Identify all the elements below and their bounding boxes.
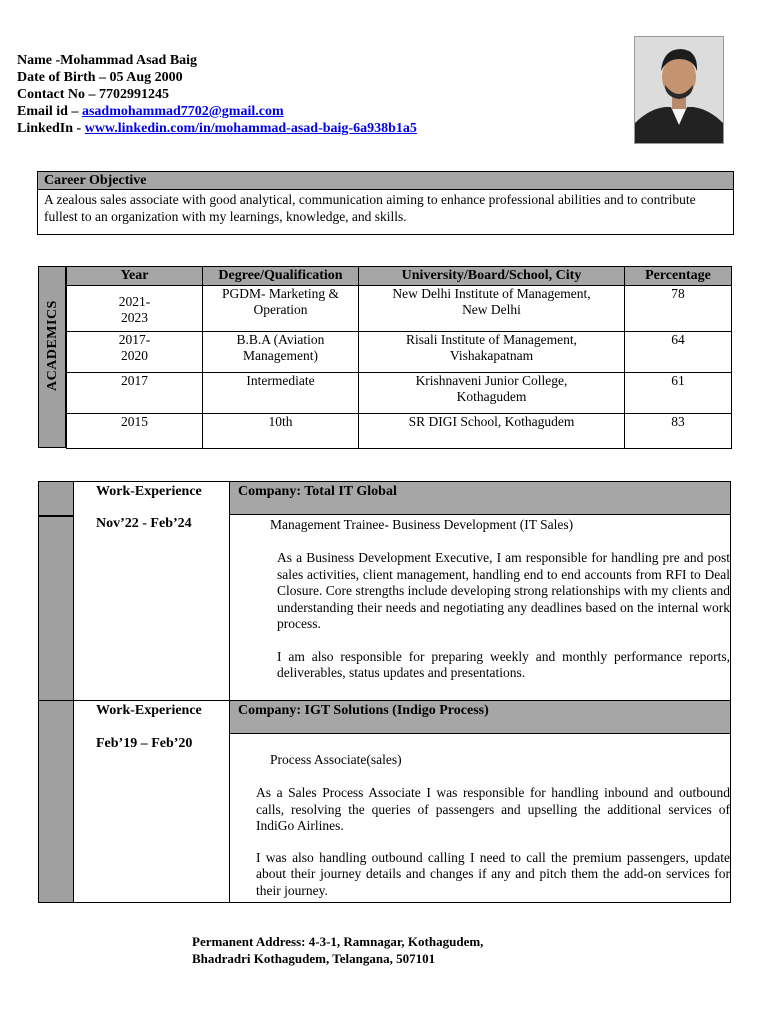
work-experience-label: Work-Experience: [96, 484, 202, 499]
job-paragraph: I am also responsible for preparing weekly and monthly performance reports, deliverables, status updates and presentations.: [277, 648, 730, 680]
cell-university: New Delhi Institute of Management, New Delhi: [359, 286, 625, 332]
cell-year: 2017- 2020: [67, 332, 203, 373]
cell-degree: 10th: [203, 414, 359, 449]
dob-line: Date of Birth – 05 Aug 2000: [17, 70, 183, 85]
company-name: Company: Total IT Global: [230, 482, 730, 515]
academics-label: ACADEMICS: [45, 300, 60, 391]
name-line: Name -Mohammad Asad Baig: [17, 53, 198, 68]
work-period: Feb’19 – Feb’20: [96, 736, 193, 751]
career-objective-text: A zealous sales associate with good analytical, communication aiming to enhance professional abilities and to contribute fullest to an organization with my learnings, knowledge, and skills.: [44, 192, 696, 224]
linkedin-line: [17, 121, 417, 138]
cell-year: 2017: [67, 373, 203, 414]
work-right-column: [230, 482, 730, 700]
col-header-university: University/Board/School, City: [359, 267, 625, 286]
cell-degree: B.B.A (Aviation Management): [203, 332, 359, 373]
cell-degree: PGDM- Marketing & Operation: [203, 286, 359, 332]
job-paragraph: I was also handling outbound calling I need to call the premium passengers, update about their journey details and changes if any and pitch them the add-on services for their journey.: [256, 849, 730, 898]
strip-divider: [39, 515, 73, 517]
cell-percentage: 78: [625, 286, 732, 332]
work-experience-section-2: [38, 700, 731, 903]
career-objective-heading: Career Objective: [38, 172, 733, 190]
bullet-icon: [243, 753, 252, 770]
work-period: Nov’22 - Feb’24: [96, 516, 192, 531]
email-line: [17, 104, 284, 121]
academics-table: [66, 266, 732, 449]
cell-percentage: 64: [625, 332, 732, 373]
career-objective-section: [37, 171, 734, 235]
linkedin-link[interactable]: www.linkedin.com/in/mohammad-asad-baig-6a938b1a5: [84, 121, 417, 136]
contact-line: Contact No – 7702991245: [17, 87, 170, 102]
cell-university: SR DIGI School, Kothagudem: [359, 414, 625, 449]
job-role: Management Trainee- Business Development (IT Sales): [270, 517, 574, 532]
address-line-1: Permanent Address: 4-3-1, Ramnagar, Kothagudem,: [192, 934, 484, 949]
linkedin-label: LinkedIn -: [17, 121, 85, 136]
table-row: [67, 373, 732, 414]
cell-degree: Intermediate: [203, 373, 359, 414]
col-header-degree: Degree/Qualification: [203, 267, 359, 286]
col-header-year: Year: [67, 267, 203, 286]
academics-side-bar: [38, 266, 66, 448]
job-paragraph: As a Sales Process Associate I was responsible for handling inbound and outbound calls, resolving the queries of passengers and upselling the additional services of IndiGo Airlines.: [256, 785, 730, 833]
job-role: Process Associate(sales): [270, 752, 402, 767]
table-row: [67, 414, 732, 449]
cell-university: Risali Institute of Management, Vishakapatnam: [359, 332, 625, 373]
work-right-column: [230, 701, 730, 902]
cell-year: 2015: [67, 414, 203, 449]
academics-header-row: [67, 267, 732, 286]
cell-percentage: 61: [625, 373, 732, 414]
work-left-column: [74, 482, 230, 700]
cell-university: Krishnaveni Junior College, Kothagudem: [359, 373, 625, 414]
profile-photo: [634, 36, 724, 144]
job-description: [277, 550, 730, 698]
work-side-strip: [39, 701, 74, 902]
address-line-2: Bhadradri Kothagudem, Telangana, 507101: [192, 951, 436, 966]
table-row: [67, 286, 732, 332]
job-description: [256, 785, 730, 915]
work-experience-section-1: [38, 481, 731, 701]
table-row: [67, 332, 732, 373]
cell-year: 2021- 2023: [67, 286, 203, 332]
work-side-strip: [39, 482, 74, 700]
permanent-address: [192, 933, 483, 967]
email-link[interactable]: asadmohammad7702@gmail.com: [81, 104, 284, 119]
work-experience-label: Work-Experience: [96, 703, 202, 718]
email-label: Email id –: [17, 104, 82, 119]
company-name: Company: IGT Solutions (Indigo Process): [230, 701, 730, 734]
job-paragraph: As a Business Development Executive, I am responsible for handling pre and post sales activities, client management, handling end to end accounts from RFI to Deal Closure. Core strengths include developing strong relationships with my clients and understanding their needs and negotiating any deadlines based on the internal work process.: [277, 550, 730, 631]
cell-percentage: 83: [625, 414, 732, 449]
work-left-column: [74, 701, 230, 902]
col-header-percentage: Percentage: [625, 267, 732, 286]
